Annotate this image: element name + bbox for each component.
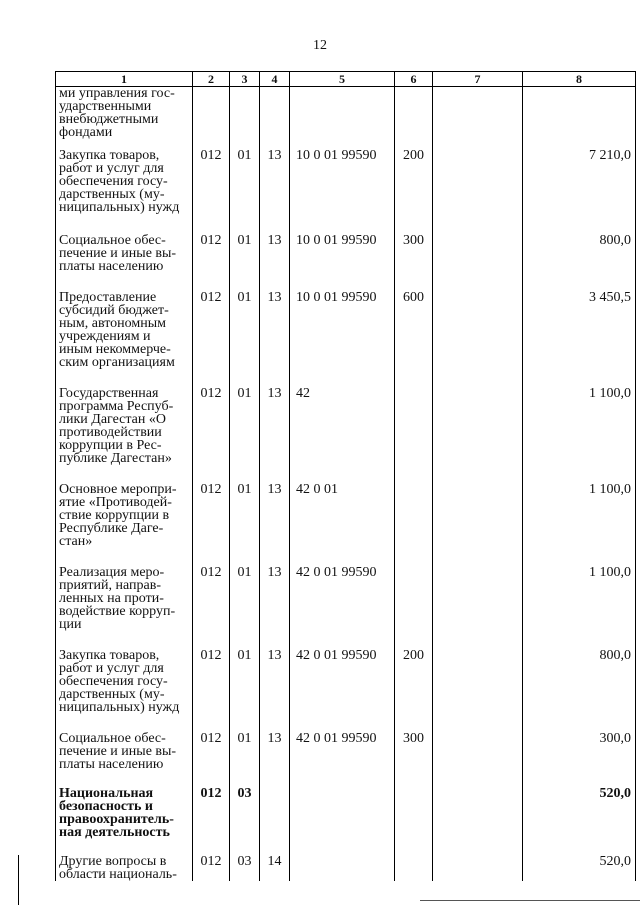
- amount-cell: 800,0: [523, 649, 636, 732]
- row-name-line: обеспечения госу-: [59, 174, 168, 189]
- row-name-line: субсидий бюджет-: [59, 303, 169, 318]
- row-name-line: ствие коррупции в: [59, 508, 170, 523]
- amount-cell: 7 210,0: [523, 149, 636, 234]
- row-name-line: платы населению: [59, 259, 164, 274]
- row-name-line: безопасность и: [59, 799, 153, 814]
- row-name-line: Закупка товаров,: [59, 148, 160, 163]
- column-7-cell: [433, 855, 523, 881]
- row-name-line: печение и иные вы-: [59, 744, 177, 759]
- row-name-line: Основное меропри-: [59, 482, 177, 497]
- target-article-cell: 10 0 01 99590: [290, 149, 395, 234]
- table-row: [56, 87, 636, 150]
- admin-code-cell: 012: [193, 234, 230, 291]
- row-name-line: ным, автономным: [59, 316, 167, 331]
- subsection-code-cell: 13: [260, 149, 290, 234]
- target-article-cell: 42: [290, 387, 395, 483]
- row-name-line: Республике Даге-: [59, 521, 164, 536]
- row-name-line: Государственная: [59, 386, 159, 401]
- column-header: 3: [230, 72, 260, 87]
- table-row: [56, 149, 636, 234]
- target-article-cell: 10 0 01 99590: [290, 291, 395, 387]
- section-code-cell: 01: [230, 566, 260, 649]
- admin-code-cell: 012: [193, 291, 230, 387]
- expense-type-cell: [395, 87, 433, 150]
- row-name-cell: [56, 291, 193, 387]
- section-code-cell: [230, 87, 260, 150]
- admin-code-cell: 012: [193, 483, 230, 566]
- column-7-cell: [433, 149, 523, 234]
- page-number: 12: [313, 38, 327, 53]
- row-name-line: Закупка товаров,: [59, 648, 160, 663]
- row-name-cell: [56, 566, 193, 649]
- admin-code-cell: 012: [193, 149, 230, 234]
- subsection-code-cell: 13: [260, 732, 290, 787]
- row-name-cell: [56, 787, 193, 855]
- section-code-cell: 01: [230, 732, 260, 787]
- row-name-line: Реализация меро-: [59, 565, 165, 580]
- row-name-line: обеспечения госу-: [59, 674, 168, 689]
- column-7-cell: [433, 483, 523, 566]
- row-name-cell: [56, 149, 193, 234]
- column-header: 1: [56, 72, 193, 87]
- table-row: [56, 387, 636, 483]
- row-name-line: Другие вопросы в: [59, 854, 167, 869]
- column-header: 6: [395, 72, 433, 87]
- row-name-cell: [56, 732, 193, 787]
- row-name-line: платы населению: [59, 757, 164, 772]
- expense-type-cell: 600: [395, 291, 433, 387]
- admin-code-cell: 012: [193, 566, 230, 649]
- row-name-line: приятий, направ-: [59, 578, 162, 593]
- amount-cell: 520,0: [523, 855, 636, 881]
- row-name-line: публике Дагестан»: [59, 451, 172, 466]
- admin-code-cell: 012: [193, 649, 230, 732]
- column-7-cell: [433, 291, 523, 387]
- section-code-cell: 01: [230, 149, 260, 234]
- column-header: 8: [523, 72, 636, 87]
- table-row: [56, 787, 636, 855]
- column-header: 2: [193, 72, 230, 87]
- expense-type-cell: [395, 787, 433, 855]
- row-name-line: противодействии: [59, 425, 162, 440]
- row-name-line: лики Дагестан «О: [59, 412, 166, 427]
- row-name-cell: [56, 387, 193, 483]
- target-article-cell: 42 0 01 99590: [290, 732, 395, 787]
- row-name-line: учреждениям и: [59, 329, 151, 344]
- row-name-line: ная деятельность: [59, 825, 170, 840]
- subsection-code-cell: 13: [260, 566, 290, 649]
- table-row: [56, 855, 636, 881]
- column-7-cell: [433, 649, 523, 732]
- row-name-line: программа Респуб-: [59, 399, 174, 414]
- target-article-cell: [290, 855, 395, 881]
- row-name-cell: [56, 234, 193, 291]
- section-code-cell: 03: [230, 787, 260, 855]
- section-code-cell: 03: [230, 855, 260, 881]
- row-name-line: Предоставление: [59, 290, 157, 305]
- admin-code-cell: [193, 87, 230, 150]
- amount-cell: 1 100,0: [523, 387, 636, 483]
- amount-cell: 300,0: [523, 732, 636, 787]
- row-name-cell: [56, 649, 193, 732]
- table-body: [56, 87, 636, 882]
- row-name-cell: [56, 855, 193, 881]
- amount-cell: 1 100,0: [523, 566, 636, 649]
- subsection-code-cell: [260, 87, 290, 150]
- section-code-cell: 01: [230, 649, 260, 732]
- row-name-line: водействие корруп-: [59, 604, 176, 619]
- amount-cell: 800,0: [523, 234, 636, 291]
- table-row: [56, 483, 636, 566]
- table-row: [56, 566, 636, 649]
- column-7-cell: [433, 234, 523, 291]
- table-row: [56, 649, 636, 732]
- expense-type-cell: [395, 855, 433, 881]
- page-bottom-line: [420, 900, 640, 901]
- amount-cell: 3 450,5: [523, 291, 636, 387]
- row-name-line: стан»: [59, 534, 93, 549]
- expense-type-cell: 200: [395, 149, 433, 234]
- column-7-cell: [433, 87, 523, 150]
- target-article-cell: 10 0 01 99590: [290, 234, 395, 291]
- column-7-cell: [433, 387, 523, 483]
- table-row: [56, 732, 636, 787]
- amount-cell: 1 100,0: [523, 483, 636, 566]
- row-name-line: ниципальных) нужд: [59, 700, 180, 715]
- row-name-line: работ и услуг для: [59, 661, 164, 676]
- row-name-line: дарственных (му-: [59, 687, 165, 702]
- target-article-cell: [290, 87, 395, 150]
- row-name-line: дарственных (му-: [59, 187, 165, 202]
- row-name-line: Социальное обес-: [59, 731, 166, 746]
- target-article-cell: 42 0 01: [290, 483, 395, 566]
- expense-type-cell: [395, 387, 433, 483]
- expense-type-cell: 300: [395, 234, 433, 291]
- section-code-cell: 01: [230, 483, 260, 566]
- margin-line: [18, 855, 19, 905]
- section-code-cell: 01: [230, 291, 260, 387]
- admin-code-cell: 012: [193, 387, 230, 483]
- subsection-code-cell: 14: [260, 855, 290, 881]
- row-name-line: внебюджетными: [59, 112, 159, 127]
- row-name-line: ятие «Противодей-: [59, 495, 172, 510]
- row-name-line: иным некоммерче-: [59, 342, 171, 357]
- row-name-line: Социальное обес-: [59, 233, 166, 248]
- table-row: [56, 291, 636, 387]
- subsection-code-cell: 13: [260, 483, 290, 566]
- row-name-line: фондами: [59, 125, 113, 140]
- expense-type-cell: [395, 483, 433, 566]
- target-article-cell: 42 0 01 99590: [290, 566, 395, 649]
- column-7-cell: [433, 787, 523, 855]
- column-header: 5: [290, 72, 395, 87]
- admin-code-cell: 012: [193, 787, 230, 855]
- subsection-code-cell: 13: [260, 387, 290, 483]
- row-name-line: ми управления гос-: [59, 86, 175, 101]
- row-name-line: работ и услуг для: [59, 161, 164, 176]
- column-7-cell: [433, 732, 523, 787]
- subsection-code-cell: 13: [260, 291, 290, 387]
- row-name-cell: [56, 483, 193, 566]
- row-name-line: Национальная: [59, 786, 154, 801]
- budget-table: [55, 71, 636, 881]
- row-name-line: ударственными: [59, 99, 152, 114]
- subsection-code-cell: 13: [260, 649, 290, 732]
- section-code-cell: 01: [230, 234, 260, 291]
- row-name-line: ленных на проти-: [59, 591, 164, 606]
- row-name-line: правоохранитель-: [59, 812, 174, 827]
- table-row: [56, 234, 636, 291]
- row-name-line: печение и иные вы-: [59, 246, 177, 261]
- admin-code-cell: 012: [193, 732, 230, 787]
- column-header: 4: [260, 72, 290, 87]
- row-name-line: ским организациям: [59, 355, 175, 370]
- expense-type-cell: 300: [395, 732, 433, 787]
- subsection-code-cell: 13: [260, 234, 290, 291]
- table-header-row: [56, 72, 636, 87]
- row-name-cell: [56, 87, 193, 150]
- expense-type-cell: [395, 566, 433, 649]
- row-name-line: ниципальных) нужд: [59, 200, 180, 215]
- column-7-cell: [433, 566, 523, 649]
- column-header: 7: [433, 72, 523, 87]
- subsection-code-cell: [260, 787, 290, 855]
- row-name-line: области националь-: [59, 867, 177, 882]
- row-name-line: коррупции в Рес-: [59, 438, 162, 453]
- target-article-cell: 42 0 01 99590: [290, 649, 395, 732]
- admin-code-cell: 012: [193, 855, 230, 881]
- section-code-cell: 01: [230, 387, 260, 483]
- expense-type-cell: 200: [395, 649, 433, 732]
- target-article-cell: [290, 787, 395, 855]
- amount-cell: 520,0: [523, 787, 636, 855]
- amount-cell: [523, 87, 636, 150]
- row-name-line: ции: [59, 617, 82, 632]
